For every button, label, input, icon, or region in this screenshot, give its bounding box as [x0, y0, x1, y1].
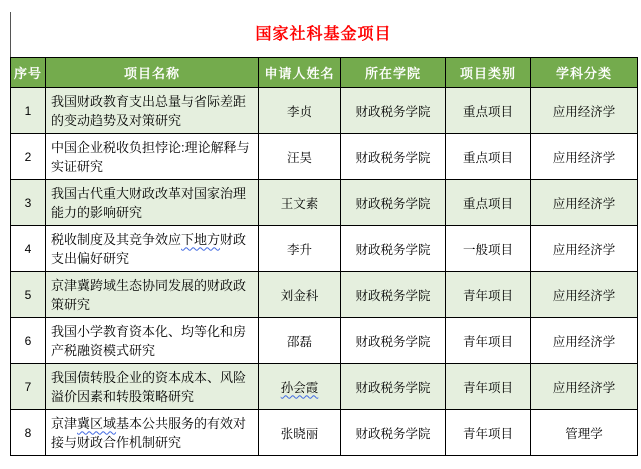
project-name-segment: 我国古代重大财政改革对国家治理能力的影响研究	[51, 185, 247, 220]
project-name-segment-spellcheck: 下地方	[181, 231, 221, 247]
cell-applicant-name	[259, 318, 341, 364]
cell-serial-number: 7	[11, 364, 46, 410]
header-project-name: 项目名称	[46, 58, 259, 88]
table-row	[11, 364, 638, 410]
table-row	[11, 180, 638, 226]
cell-applicant-name	[259, 134, 341, 180]
cell-project-category: 一般项目	[446, 226, 531, 272]
applicant-name-spellcheck: 孙会霞	[280, 380, 319, 395]
cell-serial-number: 6	[11, 318, 46, 364]
project-name-segment: 京津	[51, 415, 78, 431]
cell-applicant-name	[259, 88, 341, 134]
cell-applicant-name	[259, 410, 341, 456]
cell-project-category: 青年项目	[446, 364, 531, 410]
cell-serial-number: 1	[11, 88, 46, 134]
project-name-segment: 我国财政教育支出总量与省际差距的变动趋势及对策研究	[51, 93, 247, 128]
cell-serial-number: 5	[11, 272, 46, 318]
cell-discipline: 应用经济学	[531, 272, 638, 318]
cell-serial-number: 2	[11, 134, 46, 180]
cell-project-category: 重点项目	[446, 88, 531, 134]
cell-discipline: 应用经济学	[531, 318, 638, 364]
cell-project-name	[46, 318, 259, 364]
applicant-name: 邵磊	[286, 334, 312, 349]
cell-college: 财政税务学院	[341, 272, 446, 318]
project-name-segment: 基本公共服务的有效对接与财政合作机制研究	[51, 415, 247, 450]
cell-discipline: 应用经济学	[531, 180, 638, 226]
cell-project-category: 重点项目	[446, 180, 531, 226]
cell-college: 财政税务学院	[341, 226, 446, 272]
table-row	[11, 134, 638, 180]
cell-project-name	[46, 226, 259, 272]
cell-discipline: 应用经济学	[531, 88, 638, 134]
table-row	[11, 226, 638, 272]
table-header-row	[11, 58, 638, 88]
cell-discipline: 应用经济学	[531, 134, 638, 180]
project-name-segment: 中国企业税收负担悖论:理论解释与实证研究	[51, 139, 250, 174]
applicant-name: 王文素	[280, 196, 319, 211]
applicant-name: 张晓丽	[280, 426, 319, 441]
project-name-segment: 财政支出偏好研究	[51, 231, 247, 266]
cell-college: 财政税务学院	[341, 318, 446, 364]
cell-project-category: 青年项目	[446, 272, 531, 318]
cell-project-category: 青年项目	[446, 318, 531, 364]
header-college: 所在学院	[341, 58, 446, 88]
cell-project-category: 重点项目	[446, 134, 531, 180]
table-row	[11, 318, 638, 364]
cell-college: 财政税务学院	[341, 410, 446, 456]
cell-serial-number: 4	[11, 226, 46, 272]
header-serial-number: 序号	[11, 58, 46, 88]
table-row	[11, 272, 638, 318]
cell-applicant-name	[259, 364, 341, 410]
cell-college: 财政税务学院	[341, 134, 446, 180]
cell-project-name	[46, 272, 259, 318]
table-body	[11, 88, 638, 456]
header-applicant-name: 申请人姓名	[259, 58, 341, 88]
cell-project-name	[46, 88, 259, 134]
cell-applicant-name	[259, 226, 341, 272]
applicant-name: 刘金科	[280, 288, 319, 303]
project-name-segment: 我国债转股企业的资本成本、风险溢价因素和转股策略研究	[51, 369, 247, 404]
cell-discipline: 管理学	[531, 410, 638, 456]
cell-project-category: 青年项目	[446, 410, 531, 456]
cell-college: 财政税务学院	[341, 364, 446, 410]
header-discipline: 学科分类	[531, 58, 638, 88]
project-name-segment: 我国小学教育资本化、均等化和房产税融资模式研究	[51, 323, 247, 358]
cell-applicant-name	[259, 272, 341, 318]
project-name-segment-spellcheck: 冀区域	[77, 415, 117, 431]
cell-project-name	[46, 364, 259, 410]
header-project-category: 项目类别	[446, 58, 531, 88]
applicant-name: 李升	[286, 242, 312, 257]
applicant-name: 李贞	[286, 104, 312, 119]
cell-college: 财政税务学院	[341, 180, 446, 226]
table-row	[11, 88, 638, 134]
project-name-segment: 税收制度及其竞争效应	[51, 231, 182, 247]
cell-serial-number: 3	[11, 180, 46, 226]
cell-college: 财政税务学院	[341, 88, 446, 134]
cell-project-name	[46, 134, 259, 180]
fund-projects-table	[10, 57, 638, 456]
cell-discipline: 应用经济学	[531, 364, 638, 410]
cell-applicant-name	[259, 180, 341, 226]
cell-project-name	[46, 180, 259, 226]
project-name-segment: 京津冀跨域生态协同发展的财政政策研究	[51, 277, 247, 312]
table-row	[11, 410, 638, 456]
page-title: 国家社科基金项目	[255, 26, 392, 43]
cell-serial-number: 8	[11, 410, 46, 456]
applicant-name: 汪昊	[286, 150, 312, 165]
cell-project-name	[46, 410, 259, 456]
cell-discipline: 应用经济学	[531, 226, 638, 272]
